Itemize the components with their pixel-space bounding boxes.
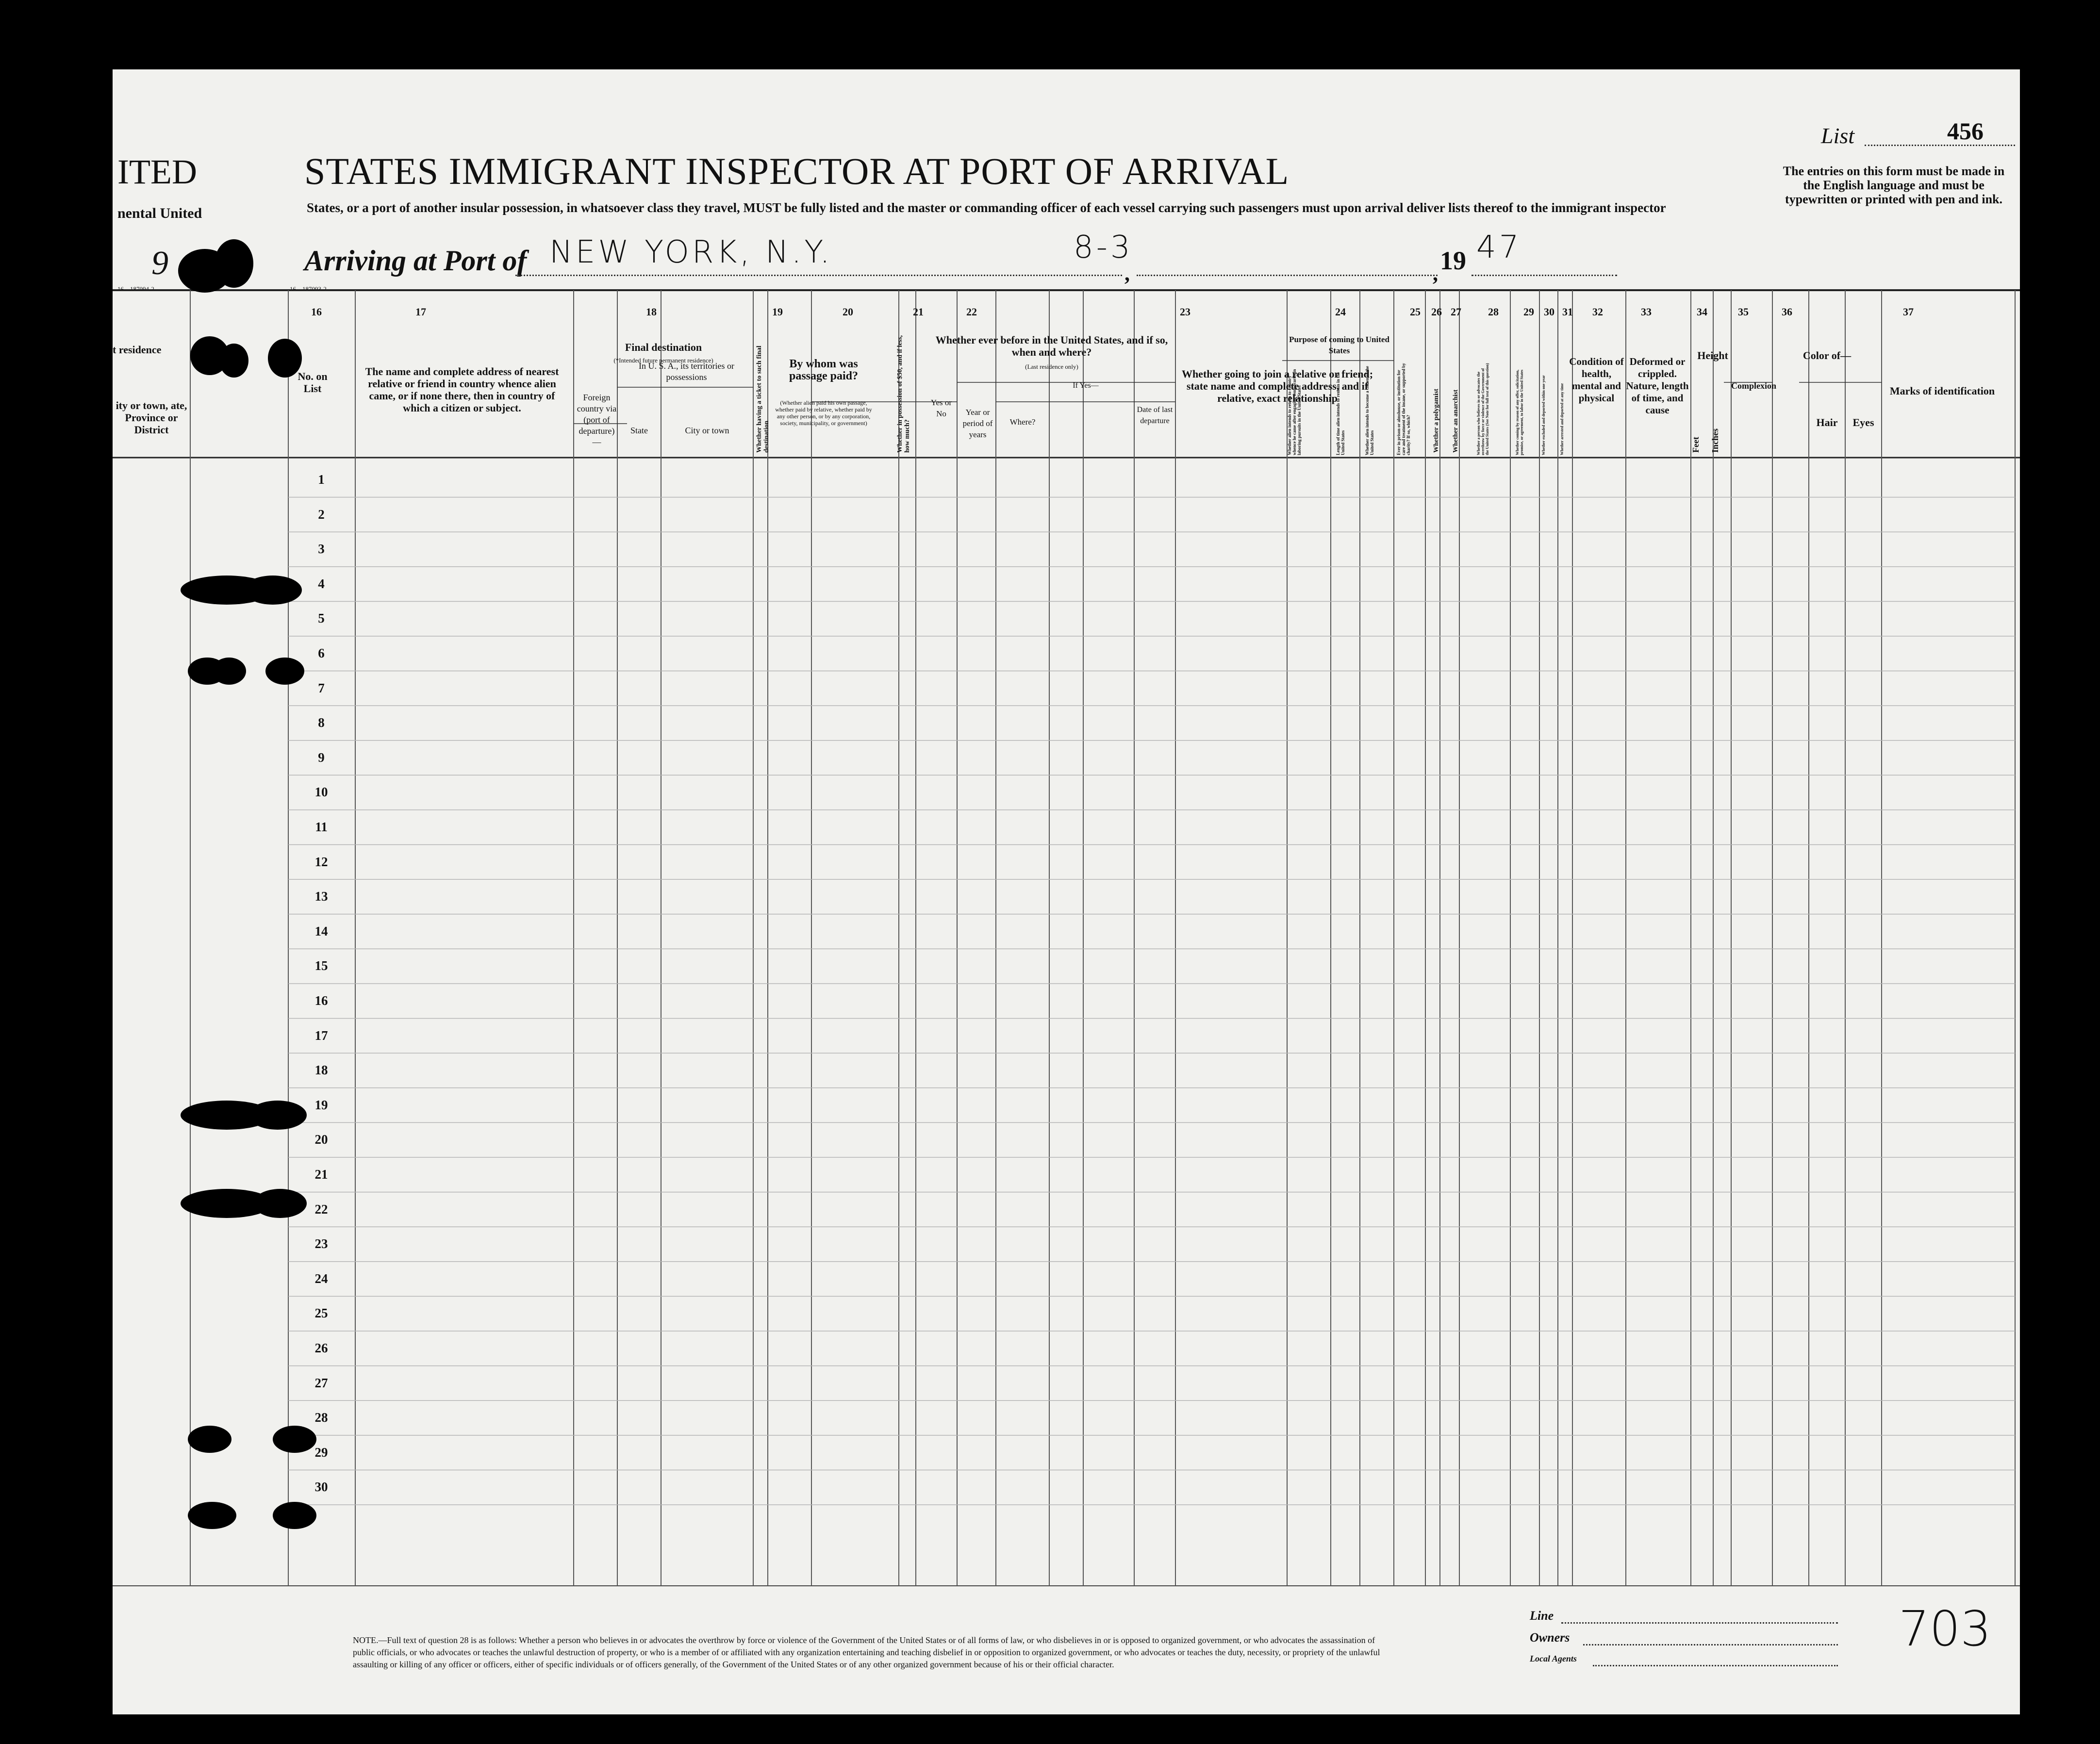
col-num-18: 18 <box>646 306 657 318</box>
row-number: 19 <box>314 1097 328 1112</box>
col-num-25: 25 <box>1410 306 1421 318</box>
col-37-label: Marks of identification <box>1889 385 1995 397</box>
col-26-label: Whether a polygamist <box>1433 389 1440 453</box>
row-number: 14 <box>314 923 328 938</box>
col-33-label: Deformed or crippled. Nature, length of time, and cause <box>1626 356 1689 416</box>
footer-note: NOTE.—Full text of question 28 is as follows: Whether a person who believes in or advocates the overthrow by force or violence of the Government of the United States or of all forms of law, or who disbelieves in or is opposed to organized government, or who advocates the assassination of public officials, or who advocates or teaches the unlawful destruction of property, or who is a member of or affiliated with any organization entertaining and teaching disbelief in or opposition to organized government, or who advocates or teaches the duty, necessity, or propriety of the unlawful assaulting or killing of any officer or officers, either of specific individuals or of officers generally, of the Government of the United States or of any other organized government because of his or their official character. <box>353 1635 1380 1669</box>
col-20-note: (Whether alien paid his own passage, whether paid by relative, whether paid by any other person, or by any corporation, society, municipality, or government) <box>775 399 872 427</box>
col-18-foreign: Foreign country via (port of departure)— <box>577 393 617 447</box>
col-24-r3: Whether alien intends to become a citizen of the United States <box>1365 366 1374 455</box>
col-19-label: Whether having a ticket to such final destination <box>756 346 770 453</box>
row-number: 24 <box>314 1271 328 1286</box>
col-22-where: Where? <box>1009 417 1036 427</box>
port-handwritten: NEW YORK, N.Y. <box>549 234 833 270</box>
col-29-label: Whether coming by reason of any offer, solicitation, promise, or agreement, to labor in the United States <box>1515 369 1524 455</box>
row-number: 2 <box>318 507 325 522</box>
col-36-eyes: Eyes <box>1852 416 1874 428</box>
col-24-label: Purpose of coming to United States <box>1289 335 1389 355</box>
line-label: Line <box>1530 1609 1554 1623</box>
page-title: STATES IMMIGRANT INSPECTOR AT PORT OF ARRIVAL <box>304 150 1290 192</box>
col-num-20: 20 <box>843 306 853 318</box>
comma-separator: , <box>1124 262 1130 285</box>
col-num-33: 33 <box>1641 306 1652 318</box>
col-18-city: City or town <box>685 426 729 435</box>
col-num-17: 17 <box>415 306 426 318</box>
col-18-usa: In U. S. A., its territories or possessions <box>639 361 734 382</box>
row-number: 1 <box>318 472 325 487</box>
col-22-note: (Last residence only) <box>1025 363 1078 370</box>
col-23-label: Whether going to join a relative or friend; state name and complete address, and if relative, exact relationship <box>1181 368 1373 404</box>
col-24-r2: Length of time alien intends to remain in the United States <box>1336 372 1345 455</box>
row-number: 30 <box>314 1480 328 1495</box>
left-year-fragment: 9 <box>151 245 168 282</box>
col-17-label: The name and complete address of nearest relative or friend in country whence alien came, or if none there, then in country of which a citizen or subject. <box>365 365 559 414</box>
col-35-label: Complexion <box>1731 381 1777 391</box>
row-number: 18 <box>314 1063 328 1078</box>
row-number: 9 <box>318 750 325 765</box>
left-title-fragment: ITED <box>117 152 197 191</box>
col-24-r1: Whether alien intends to return to country whence he came after engaging temporarily in laboring pursuits in the United States <box>1287 369 1302 455</box>
row-number: 10 <box>314 785 328 800</box>
col-36-hair: Hair <box>1816 416 1838 428</box>
page-subtitle: States, or a port of another insular possession, in whatsoever class they travel, MUST be fully listed and the master or commanding officer of each vessel carrying such passengers must upon arrival deliver lists thereof to the immigrant inspector <box>307 200 1666 215</box>
col-num-28: 28 <box>1488 306 1499 318</box>
col-residence-label: t residence <box>113 344 162 356</box>
row-number: 13 <box>314 889 328 904</box>
col-30-label: Whether excluded and deported within one year <box>1541 375 1546 455</box>
row-number: 21 <box>314 1167 328 1182</box>
col-num-24: 24 <box>1335 306 1346 318</box>
list-number: 456 <box>1947 117 1984 145</box>
col-16-label: No. on List <box>298 370 328 395</box>
col-num-29: 29 <box>1523 306 1534 318</box>
col-22-label: Whether ever before in the United States, and if so, when and where? <box>935 334 1168 358</box>
col-num-19: 19 <box>772 306 783 318</box>
date-handwritten: 8-3 <box>1074 230 1133 265</box>
form-code-left: 16—187094-2 <box>117 285 154 293</box>
row-number: 3 <box>318 542 325 557</box>
col-22-yesno: Yes or No <box>930 398 952 418</box>
col-num-36: 36 <box>1782 306 1792 318</box>
row-number: 11 <box>315 820 328 834</box>
row-number: 22 <box>314 1201 328 1217</box>
row-number: 27 <box>314 1375 328 1390</box>
comma-separator-2: , <box>1433 262 1438 285</box>
col-num-26: 26 <box>1431 306 1442 318</box>
col-num-21: 21 <box>913 306 924 318</box>
row-number: 20 <box>314 1132 328 1147</box>
manifest-page <box>113 69 2020 1714</box>
col-20-label: By whom was passage paid? <box>789 358 859 382</box>
row-number: 5 <box>318 611 325 626</box>
col-34-label: Height <box>1697 349 1728 362</box>
col-21-label: Whether in possession of $50, and if less, how much? <box>896 335 911 453</box>
line-field <box>1561 1622 1838 1624</box>
form-code-mid: 16—187093-2 <box>290 285 327 293</box>
col-22-date: Date of last departure <box>1137 406 1173 425</box>
instructions-text: The entries on this form must be made in the English language and must be typewritten or printed with pen and ink. <box>1783 164 2005 206</box>
col-36-label: Color of— <box>1802 349 1852 362</box>
col-num-31: 31 <box>1562 306 1573 318</box>
col-34-feet: Feet <box>1691 437 1701 453</box>
row-number: 12 <box>314 854 328 869</box>
row-number: 26 <box>314 1341 328 1355</box>
row-number: 17 <box>314 1028 328 1043</box>
col-32-label: Condition of health, mental and physical <box>1569 356 1624 404</box>
col-num-27: 27 <box>1451 306 1461 318</box>
handwritten-number: 703 <box>1899 1600 1991 1657</box>
col-28-label: Whether a person who believes in or advocates the overthrow by force or violence of the Government of the United States (See Note for full text of this question) <box>1476 363 1489 455</box>
col-num-30: 30 <box>1544 306 1554 318</box>
col-num-35: 35 <box>1738 306 1749 318</box>
col-num-37: 37 <box>1903 306 1914 318</box>
col-25-label: Ever in prison or almshouse, or institution for care and treatment of the insane, or supported by charity? If so, which? <box>1396 363 1411 455</box>
col-18-note: (*Intended future permanent residence) <box>613 357 713 364</box>
col-34-inches: Inches <box>1710 428 1720 453</box>
arriving-label: Arriving at Port of <box>304 245 527 277</box>
col-city-label: ity or town, ate, Province or District <box>116 399 187 436</box>
col-18-label: Final destination <box>625 341 702 353</box>
owners-label: Owners <box>1530 1630 1570 1645</box>
year-prefix: 19 <box>1440 246 1466 275</box>
col-num-16: 16 <box>311 306 322 318</box>
col-num-32: 32 <box>1592 306 1603 318</box>
redaction-marks <box>113 69 2020 1714</box>
agents-label: Local Agents <box>1530 1654 1577 1663</box>
row-number: 29 <box>314 1445 328 1460</box>
agents-field <box>1593 1665 1838 1666</box>
col-num-22: 22 <box>966 306 977 318</box>
row-number: 4 <box>318 576 325 591</box>
col-22-ifyes: If Yes— <box>1073 381 1099 390</box>
row-number: 28 <box>314 1410 328 1425</box>
col-num-23: 23 <box>1180 306 1191 318</box>
col-31-label: Whether arrested and deported at any time <box>1560 383 1564 455</box>
left-subtitle-fragment: nental United <box>117 205 202 221</box>
row-number: 15 <box>314 958 328 973</box>
owners-field <box>1583 1644 1838 1645</box>
list-label: List <box>1821 123 1855 148</box>
row-number: 6 <box>318 646 325 660</box>
row-number: 23 <box>314 1236 328 1251</box>
row-number: 16 <box>314 993 328 1008</box>
col-27-label: Whether an anarchist <box>1452 389 1459 453</box>
col-18-state: State <box>630 426 648 435</box>
row-number: 7 <box>318 680 325 695</box>
row-number: 8 <box>318 715 325 730</box>
row-number: 25 <box>314 1306 328 1321</box>
year-handwritten: 47 <box>1476 230 1522 265</box>
col-num-34: 34 <box>1697 306 1707 318</box>
col-22-year: Year or period of years <box>962 408 993 439</box>
